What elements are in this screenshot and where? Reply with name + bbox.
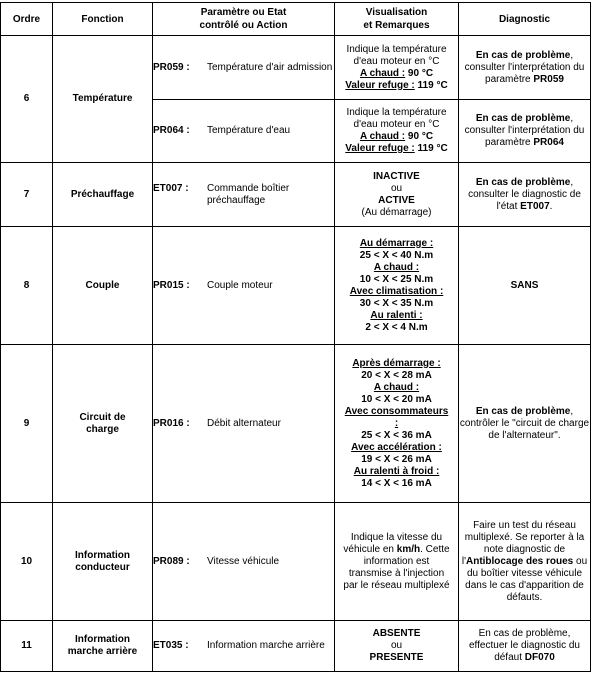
- param-cell: [153, 36, 335, 100]
- diag-bold: En cas de problème: [475, 113, 571, 124]
- header-visualisation: [335, 3, 459, 36]
- param-label: Débit alternateur: [207, 417, 281, 429]
- header-parametre-line2: contrôlé ou Action: [199, 20, 288, 31]
- diag-ref: DF070: [524, 652, 555, 663]
- visu-range: 25 < X < 40 N.m: [359, 249, 434, 261]
- table-row: [1, 227, 591, 345]
- header-fonction: Fonction: [53, 3, 153, 36]
- param-code: PR016 :: [153, 417, 190, 429]
- visu-note: (Au démarrage): [361, 206, 432, 218]
- param-label: Vitesse véhicule: [207, 555, 280, 567]
- visu-range: 25 < X < 36 mA: [361, 429, 432, 441]
- diag-text: , consulter l'interprétation du paramètre: [464, 49, 585, 85]
- diagnostic-cell: [459, 345, 591, 503]
- diagnostic-cell: [459, 163, 591, 227]
- visu-condition: Avec climatisation :: [349, 285, 444, 297]
- table-row: [1, 163, 591, 227]
- param-code: ET035 :: [153, 640, 189, 651]
- visu-condition: A chaud :: [359, 67, 406, 79]
- diagnostic-cell: [459, 36, 591, 100]
- ordre-cell: 9: [1, 345, 53, 503]
- param-code: PR089 :: [153, 555, 190, 567]
- visu-value: 90 °C: [407, 67, 434, 79]
- fonction-line2: charge: [86, 423, 119, 435]
- fonction-cell: Préchauffage: [53, 163, 153, 227]
- visu-or: ou: [390, 182, 403, 194]
- visu-condition: Valeur refuge :: [345, 79, 415, 91]
- fonction-line2: conducteur: [75, 561, 130, 573]
- visu-value: 90 °C: [407, 131, 434, 142]
- fonction-cell: [53, 345, 153, 503]
- visu-cell: [335, 345, 459, 503]
- header-parametre: [153, 3, 335, 36]
- header-parametre-line1: Paramètre ou Etat: [200, 7, 287, 18]
- visu-condition: A chaud :: [373, 261, 420, 273]
- visu-state: ABSENTE: [372, 628, 421, 639]
- fonction-line2: marche arrière: [67, 646, 138, 657]
- visu-condition: Avec accélération :: [351, 441, 442, 453]
- param-cell: [153, 503, 335, 621]
- param-code: PR064 :: [153, 125, 190, 136]
- param-label: Information marche arrière: [207, 640, 325, 651]
- diag-bold: Antiblocage des roues: [465, 555, 574, 567]
- ordre-cell: 11: [1, 621, 53, 672]
- header-diagnostic: Diagnostic: [459, 3, 591, 36]
- visu-cell: [335, 621, 459, 672]
- diag-text: , consulter le diagnostic de l'état: [468, 176, 581, 212]
- diag-text: En cas de problème, effectuer le diagnostic du défaut: [468, 628, 580, 663]
- visu-text: Indique la température d'eau moteur en °C: [346, 107, 447, 130]
- ordre-cell: 8: [1, 227, 53, 345]
- diag-text: , contrôler le "circuit de charge de l'alternateur".: [459, 405, 590, 441]
- visu-cell: [335, 227, 459, 345]
- visu-unit: km/h: [396, 544, 421, 555]
- visu-cell: [335, 163, 459, 227]
- header-visualisation-line1: Visualisation: [365, 7, 428, 18]
- table-row: [1, 503, 591, 621]
- diag-ref: PR059: [533, 73, 564, 85]
- visu-condition: Après démarrage :: [352, 357, 441, 369]
- diagnostic-cell: [459, 621, 591, 672]
- ordre-cell: 10: [1, 503, 53, 621]
- param-cell: [153, 227, 335, 345]
- param-cell: [153, 100, 335, 163]
- table-header-row: [1, 3, 591, 36]
- visu-range: 14 < X < 16 mA: [361, 477, 432, 489]
- param-code: PR059 :: [153, 61, 190, 73]
- diag-bold: En cas de problème: [475, 49, 571, 61]
- diagnostic-cell: [459, 503, 591, 621]
- fonction-cell: Température: [53, 36, 153, 163]
- visu-range: 30 < X < 35 N.m: [359, 297, 434, 309]
- visu-text: Indique la vitesse du véhicule en: [343, 532, 443, 555]
- ordre-cell: 7: [1, 163, 53, 227]
- visu-range: 19 < X < 26 mA: [361, 453, 432, 465]
- fonction-line1: Information: [75, 549, 130, 561]
- fonction-cell: Couple: [53, 227, 153, 345]
- visu-or: ou: [390, 640, 403, 651]
- diag-end: .: [549, 200, 553, 212]
- table-row: [1, 36, 591, 100]
- fonction-cell: [53, 503, 153, 621]
- diagnostic-table: [0, 2, 591, 672]
- diag-bold: En cas de problème: [475, 176, 571, 188]
- visu-condition: A chaud :: [373, 381, 420, 393]
- visu-range: 10 < X < 20 mA: [361, 393, 432, 405]
- visu-condition: Au ralenti à froid :: [353, 465, 440, 477]
- table-row: [1, 345, 591, 503]
- visu-text: . Cette information est transmise à l'injection par le réseau multiplexé: [343, 544, 450, 591]
- diagnostic-cell: [459, 100, 591, 163]
- param-label: Couple moteur: [207, 279, 273, 291]
- diagnostic-cell: [459, 227, 591, 345]
- visu-condition: Valeur refuge :: [345, 143, 415, 154]
- visu-state: PRESENTE: [369, 652, 424, 663]
- visu-state: INACTIVE: [373, 170, 420, 182]
- visu-value: 119 °C: [417, 143, 448, 154]
- param-code: PR015 :: [153, 279, 190, 291]
- visu-cell: [335, 503, 459, 621]
- visu-range: 10 < X < 25 N.m: [359, 273, 434, 285]
- visu-range: 20 < X < 28 mA: [361, 369, 432, 381]
- param-label: Température d'eau: [207, 125, 291, 136]
- param-label: Température d'air admission: [207, 61, 333, 73]
- visu-value: 119 °C: [417, 79, 448, 91]
- diag-ref: ET007: [520, 200, 550, 212]
- visu-condition: Avec consommateurs :: [344, 405, 449, 429]
- diag-ref: PR064: [533, 137, 564, 148]
- header-visualisation-line2: et Remarques: [363, 20, 430, 31]
- fonction-line1: Circuit de: [79, 411, 126, 423]
- visu-cell: [335, 100, 459, 163]
- param-code: ET007 :: [153, 182, 189, 194]
- param-label: Commande boîtier préchauffage: [207, 182, 290, 206]
- table-row: [1, 621, 591, 672]
- visu-condition: Au démarrage :: [359, 237, 434, 249]
- diag-text: , consulter l'interprétation du paramètre: [464, 113, 585, 148]
- diag-text: ou du boîtier vitesse véhicule dans le cas d'apparition de défauts.: [465, 555, 588, 603]
- header-ordre: Ordre: [1, 3, 53, 36]
- visu-range: 2 < X < 4 N.m: [365, 321, 428, 333]
- visu-condition: A chaud :: [359, 131, 406, 142]
- param-cell: [153, 163, 335, 227]
- visu-cell: [335, 36, 459, 100]
- param-cell: [153, 345, 335, 503]
- diag-text: Faire un test du réseau multiplexé. Se reporter à la note diagnostic de l': [461, 519, 585, 567]
- visu-state: ACTIVE: [378, 194, 415, 206]
- fonction-cell: [53, 621, 153, 672]
- ordre-cell: 6: [1, 36, 53, 163]
- diag-bold: En cas de problème: [475, 405, 571, 417]
- visu-text: Indique la température d'eau moteur en °C: [346, 43, 447, 67]
- fonction-line1: Information: [75, 634, 130, 645]
- visu-condition: Au ralenti :: [370, 309, 423, 321]
- diag-none: SANS: [510, 279, 539, 291]
- param-cell: [153, 621, 335, 672]
